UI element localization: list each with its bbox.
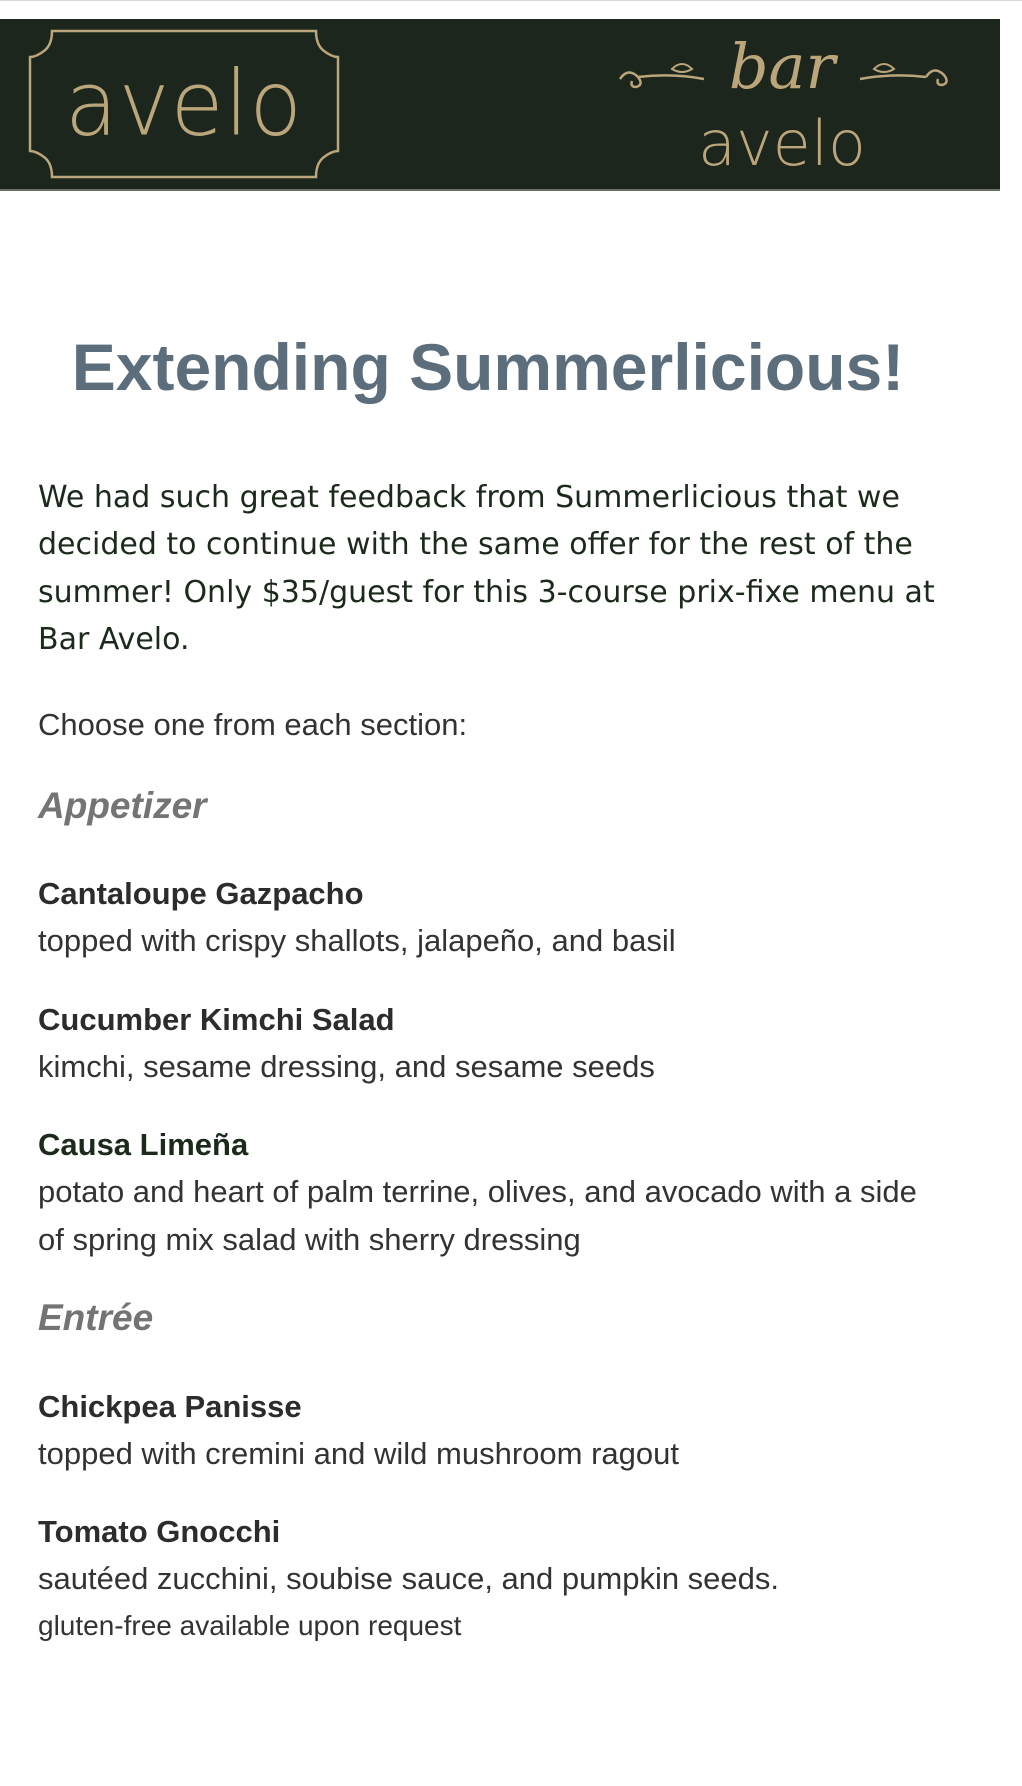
bar-script-text: bar xyxy=(728,30,836,103)
menu-item-name: Causa Limeña xyxy=(38,1127,249,1163)
instruction-text: Choose one from each section: xyxy=(38,706,468,742)
email-header-banner xyxy=(0,19,1000,191)
avelo-logo[interactable] xyxy=(28,29,340,179)
menu-item xyxy=(38,1383,968,1478)
menu-item-description: potato and heart of palm terrine, olives, and avocado with a side of spring mix salad with sherry dressing xyxy=(38,1174,917,1257)
menu-item-note: gluten-free available upon request xyxy=(38,1609,462,1641)
email-body xyxy=(38,330,968,1649)
menu-item xyxy=(38,1508,968,1649)
entree-section xyxy=(38,1296,968,1648)
menu-item xyxy=(38,1121,968,1263)
intro-paragraph: We had such great feedback from Summerlicious that we decided to continue with the same offer for the rest of the summer! Only $35/guest for this 3-course prix-fixe menu at Bar Avelo. xyxy=(38,479,935,658)
appetizer-section xyxy=(38,784,968,1263)
bar-avelo-logo-text: avelo xyxy=(698,107,866,180)
page-title: Extending Summerlicious! xyxy=(71,330,905,404)
bar-avelo-logo[interactable] xyxy=(612,27,952,182)
section-title-entree: Entrée xyxy=(38,1297,154,1339)
menu-item xyxy=(38,870,968,965)
section-title-appetizer: Appetizer xyxy=(38,785,207,827)
menu-item-description: sautéed zucchini, soubise sauce, and pumpkin seeds. xyxy=(38,1561,780,1597)
menu-item-name: Chickpea Panisse xyxy=(38,1388,302,1424)
menu-item-description: kimchi, sesame dressing, and sesame seeds xyxy=(38,1048,655,1084)
menu-item-name: Cantaloupe Gazpacho xyxy=(38,876,364,912)
top-divider xyxy=(0,0,1022,1)
menu-item-description: topped with crispy shallots, jalapeño, and basil xyxy=(38,923,676,959)
menu-item-name: Cucumber Kimchi Salad xyxy=(38,1001,395,1037)
menu-item-name: Tomato Gnocchi xyxy=(38,1514,281,1550)
avelo-logo-text: avelo xyxy=(64,51,303,157)
menu-item-description: topped with cremini and wild mushroom ragout xyxy=(38,1435,679,1471)
menu-item xyxy=(38,996,968,1091)
